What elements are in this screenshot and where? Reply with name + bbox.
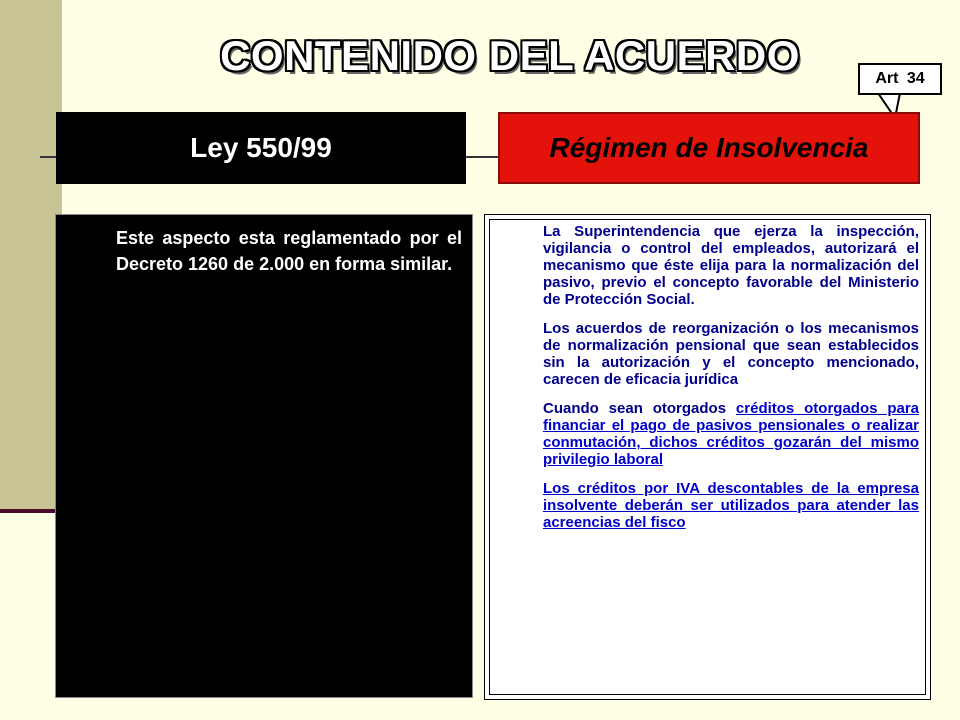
right-panel-paragraphs xyxy=(543,223,919,543)
connector-middle xyxy=(464,156,500,158)
paragraph-3-text: Cuando sean otorgados xyxy=(543,400,736,417)
paragraph-3-underlined-text: créditos otorgados para financiar el pago de pasivos pensionales o realizar conmutación, dichos créditos gozarán del mismo privilegio laboral xyxy=(543,400,919,468)
left-panel-text: Este aspecto esta reglamentado por el Decreto 1260 de 2.000 en forma similar. xyxy=(116,228,462,274)
paragraph-2 xyxy=(543,320,919,388)
header-ley-550 xyxy=(56,112,466,184)
left-decorative-line xyxy=(0,509,56,513)
header-regimen-insolvencia xyxy=(498,112,920,184)
slide-title: CONTENIDO DEL ACUERDO xyxy=(220,32,800,79)
right-content-panel xyxy=(484,214,931,700)
paragraph-3 xyxy=(543,400,919,468)
header-regimen-label: Régimen de Insolvencia xyxy=(549,132,869,163)
paragraph-4 xyxy=(543,480,919,531)
paragraph-1-text: La Superintendencia que ejerza la inspección, vigilancia o control del empleados, autorizará el mecanismo que éste elija para la normalización del pasivo, previo el concepto favorable del Ministerio de Protección Social. xyxy=(543,223,919,308)
header-ley-550-label: Ley 550/99 xyxy=(190,132,332,163)
article-callout: Art 34 xyxy=(858,63,942,95)
left-content-panel xyxy=(55,214,473,698)
paragraph-2-text: Los acuerdos de reorganización o los mecanismos de normalización pensional que sean establecidos sin la autorización y el concepto mencionado, carecen de eficacia jurídica xyxy=(543,320,919,388)
paragraph-4-underlined-text: Los créditos por IVA descontables de la empresa insolvente deberán ser utilizados para atender las acreencias del fisco xyxy=(543,480,919,531)
paragraph-1 xyxy=(543,223,919,308)
